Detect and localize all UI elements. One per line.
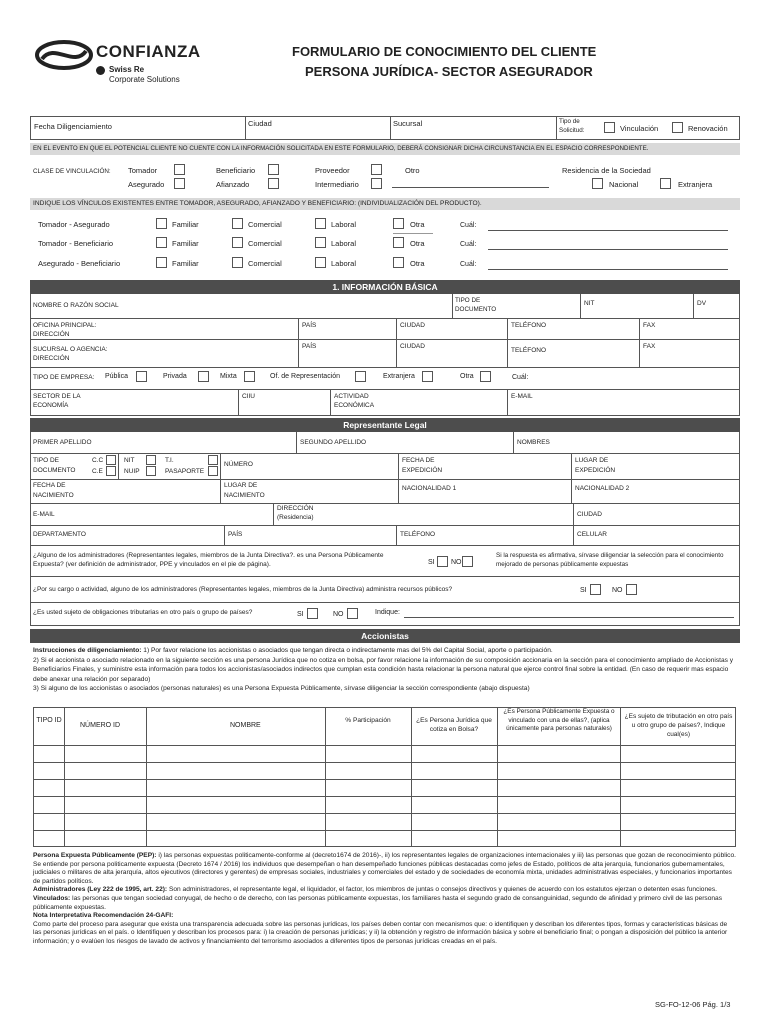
vinculacion-checkbox[interactable] — [604, 122, 615, 133]
asegurado-checkbox[interactable] — [174, 178, 185, 189]
pasaporte-checkbox[interactable] — [208, 466, 218, 476]
extranjera-empresa-label: Extranjera — [383, 373, 415, 380]
familiar-label-3: Familiar — [172, 259, 199, 268]
laboral-label-2: Laboral — [331, 239, 357, 248]
privada-label: Privada — [163, 373, 187, 380]
fecha-nacimiento-label: FECHA DE — [33, 482, 66, 489]
laboral-checkbox-1[interactable] — [315, 218, 326, 229]
direccion-residencia-label: DIRECCIÓN — [277, 505, 314, 512]
tributacion-question: ¿Es usted sujeto de obligaciones tributarias en otro país o grupo de países? — [33, 609, 253, 616]
rl-email-field[interactable]: E-MAIL — [33, 511, 55, 518]
lugar-nacimiento-field[interactable]: NACIMIENTO — [224, 492, 265, 499]
sucursal-telefono-field[interactable]: TELÉFONO — [511, 347, 547, 354]
cual-label-3: Cuál: — [460, 261, 477, 268]
pep-no-checkbox[interactable] — [462, 556, 473, 567]
nacionalidad-1-field[interactable]: NACIONALIDAD 1 — [402, 485, 457, 492]
oficina-pais-field[interactable]: PAÍS — [302, 322, 317, 329]
recursos-no-label: NO — [612, 587, 623, 594]
vinculados-definition: las personas que tengan sociedad conyugal, de hecho o de derecho, con las personas públicamente expuestas, los familiares hasta el segundo grado de consanguinidad, segundo de afinidad y primero civil de las personas públicamente expuestas. — [33, 894, 723, 911]
col-numero-id: NÚMERO ID — [80, 722, 121, 729]
col-participacion: % Participación — [345, 717, 391, 724]
ti-checkbox[interactable] — [208, 455, 218, 465]
ce-checkbox[interactable] — [106, 466, 116, 476]
empresa-email-field[interactable]: E-MAIL — [511, 393, 533, 400]
residencia-label: Residencia de la Sociedad — [562, 166, 651, 175]
mixta-label: Mixta — [220, 373, 237, 380]
tipo-solicitud-label: Tipo de Solicitud: — [559, 118, 585, 134]
cual-field-3[interactable] — [488, 269, 728, 270]
oficina-ciudad-field[interactable]: CIUDAD — [400, 322, 425, 329]
proveedor-label: Proveedor — [315, 166, 350, 175]
oficina-principal-label: OFICINA PRINCIPAL: — [33, 322, 97, 329]
cual-label-2: Cuál: — [460, 241, 477, 248]
sucursal-agencia-label: SUCURSAL O AGENCIA: — [33, 346, 108, 353]
lugar-expedicion-label: LUGAR DE — [575, 457, 609, 464]
vinculo-row-2: Tomador - Beneficiario — [38, 239, 114, 248]
laboral-label-1: Laboral — [331, 220, 357, 229]
recursos-no-checkbox[interactable] — [626, 584, 637, 595]
dv-field[interactable]: DV — [697, 300, 707, 307]
comercial-checkbox-3[interactable] — [232, 257, 243, 268]
otra-label-2: Otra — [410, 239, 425, 248]
afianzado-label: Afianzado — [216, 180, 250, 189]
trib-si-label: SI — [297, 611, 304, 618]
pep-question: ¿Alguno de los administradores (Representantes legales, miembros de la Junta Directiva?. es una Persona Públicamente Expuesta? (ver definición de administrador, PPE y vinculados en el pie de página). — [33, 552, 384, 568]
indique-field[interactable] — [404, 617, 734, 618]
razon-social-field[interactable]: NOMBRE O RAZÓN SOCIAL — [33, 302, 119, 309]
rl-documento-label: DOCUMENTO — [33, 467, 76, 474]
oficina-fax-field[interactable]: FAX — [643, 322, 656, 329]
section-accionistas: Accionistas — [30, 629, 740, 643]
familiar-checkbox-1[interactable] — [156, 218, 167, 229]
otra-label-1: Otra — [410, 220, 425, 229]
fecha-label[interactable]: Fecha Diligenciamiento — [34, 122, 112, 131]
swiss-re-icon — [96, 66, 105, 75]
ti-label: T.I. — [165, 457, 174, 464]
lugar-expedicion-field[interactable]: EXPEDICIÓN — [575, 467, 616, 474]
rl-pais-field[interactable]: PAÍS — [228, 531, 243, 538]
trib-no-label: NO — [333, 611, 344, 618]
rl-telefono-field[interactable]: TELÉFONO — [400, 531, 436, 538]
nacional-checkbox[interactable] — [592, 178, 603, 189]
recursos-si-checkbox[interactable] — [590, 584, 601, 595]
actividad-label: ACTIVIDAD — [334, 393, 369, 400]
renovacion-checkbox[interactable] — [672, 122, 683, 133]
col-tributacion: ¿Es sujeto de tributación en otro país u otro grupo de países?, Indique cual(es) — [624, 713, 733, 738]
instruction-2: 2) Si el accionista o asociado relacionado en la siguiente sección es una persona Jurídica que no cotiza en bolsa, por favor relacione la información de su composición accionaria en la sección para el conocimiento ampliado de Accionistas y Beneficiarios Finales, y suministre esta información para todos los accionistas/asociados indirectos que cumplan esta condición hasta relacionar la persona natural que ejerce control final sobre la entidad. (En caso de requerir mas espacio debe anexar una relación por separado) — [33, 656, 734, 683]
oficina-direccion-field[interactable]: DIRECCIÓN — [33, 331, 70, 338]
beneficiario-label: Beneficiario — [216, 166, 256, 175]
nota-gafi-heading: Nota Interpretativa Recomendación 24-GAFI: — [33, 912, 174, 920]
ciudad-label[interactable]: Ciudad — [248, 119, 272, 128]
sucursal-fax-field[interactable]: FAX — [643, 343, 656, 350]
trib-no-checkbox[interactable] — [347, 608, 358, 619]
renovacion-label: Renovación — [688, 124, 728, 133]
extranjera-checkbox[interactable] — [660, 178, 671, 189]
familiar-checkbox-3[interactable] — [156, 257, 167, 268]
nuip-checkbox[interactable] — [146, 466, 156, 476]
pep-definition-heading: Persona Expuesta Públicamente (PEP): — [33, 852, 157, 859]
extranjera-label: Extranjera — [678, 180, 713, 189]
mixta-checkbox[interactable] — [244, 371, 255, 382]
administradores-heading: Administradores (Ley 222 de 1995, art. 22): — [33, 886, 168, 894]
comercial-checkbox-2[interactable] — [232, 237, 243, 248]
trib-si-checkbox[interactable] — [307, 608, 318, 619]
privada-checkbox[interactable] — [198, 371, 209, 382]
intermediario-checkbox[interactable] — [371, 178, 382, 189]
cc-checkbox[interactable] — [106, 455, 116, 465]
col-pep: ¿Es Persona Públicamente Expuesta o vinculado con una de ellas?, (aplica únicamente para personas naturales) — [503, 708, 615, 732]
page-code: SG-FO-12-06 Pág. 1/3 — [655, 1000, 731, 1009]
actividad-economica-field[interactable]: ECONÓMICA — [334, 402, 375, 409]
footnotes — [33, 852, 736, 947]
pep-si-checkbox[interactable] — [437, 556, 448, 567]
nombres-field[interactable]: NOMBRES — [517, 439, 550, 446]
comercial-label-1: Comercial — [248, 220, 282, 229]
otro-label: Otro — [405, 166, 420, 175]
publica-label: Pública — [105, 373, 128, 380]
lugar-nacimiento-label: LUGAR DE — [224, 482, 258, 489]
col-nombre: NOMBRE — [230, 722, 261, 729]
cual-label-1: Cuál: — [460, 222, 477, 229]
instructions-heading: Instrucciones de diligenciamiento: — [33, 647, 142, 654]
pasaporte-label: PASAPORTE — [165, 468, 205, 475]
sector-label: SECTOR DE LA — [33, 393, 81, 400]
cual-empresa-field[interactable]: Cuál: — [512, 374, 529, 381]
asegurado-label: Asegurado — [128, 180, 165, 189]
nit-field[interactable]: NIT — [584, 300, 595, 307]
vinculo-row-3: Asegurado - Beneficiario — [38, 259, 121, 268]
otra-empresa-label: Otra — [460, 373, 474, 380]
otra-checkbox-3[interactable] — [393, 257, 404, 268]
cc-label: C.C — [92, 457, 104, 464]
publica-checkbox[interactable] — [136, 371, 147, 382]
familiar-label-1: Familiar — [172, 220, 199, 229]
nota-gafi-text: Como parte del proceso para asegurar que exista una transparencia adecuada sobre las personas jurídicas, los países deben contar con mecanismos que: o identifiquen y describan los diferentes tipos, formas y características básicas de las personas jurídicas en el país. o Identifiquen y describan los procesos para: i) la creación de personas jurídicas; y ii) la obtención y registro de información básica y sobre el beneficiario final; o pongan a disposición del público la anterior información; y o evalúen los riesgos de lavado de activos y financiamiento del terrorismo asociados a diferentes tipos de personas jurídicas creadas en el país. — [33, 920, 728, 945]
sucursal-direccion-field[interactable]: DIRECCIÓN — [33, 355, 70, 362]
confianza-logo — [34, 36, 224, 92]
segundo-apellido-field[interactable]: SEGUNDO APELLIDO — [300, 439, 367, 446]
extranjera-empresa-checkbox[interactable] — [422, 371, 433, 382]
oficina-telefono-field[interactable]: TELÉFONO — [511, 322, 547, 329]
brand-name: CONFIANZA — [96, 42, 201, 61]
vinculos-header: INDIQUE LOS VÍNCULOS EXISTENTES ENTRE TOMADOR, ASEGURADO, AFIANZADO Y BENEFICIARIO: (INDIVIDUALIZACIÓN DEL PRODUCTO). — [30, 198, 740, 210]
nuip-label: NUIP — [124, 468, 140, 475]
rl-numero-field[interactable]: NÚMERO — [224, 461, 253, 468]
col-cotiza-bolsa: ¿Es Persona Jurídica que cotiza en Bolsa? — [416, 717, 492, 733]
primer-apellido-field[interactable]: PRIMER APELLIDO — [33, 439, 92, 446]
familiar-label-2: Familiar — [172, 239, 199, 248]
tomador-checkbox[interactable] — [174, 164, 185, 175]
otra-empresa-checkbox[interactable] — [480, 371, 491, 382]
ce-label: C.E — [92, 468, 103, 475]
pep-no-label: NO — [451, 559, 462, 566]
of-representacion-checkbox[interactable] — [355, 371, 366, 382]
recursos-si-label: SI — [580, 587, 587, 594]
comercial-label-2: Comercial — [248, 239, 282, 248]
laboral-checkbox-2[interactable] — [315, 237, 326, 248]
vinculacion-label: Vinculación — [620, 124, 659, 133]
section-representante-legal: Representante Legal — [30, 418, 740, 432]
comercial-checkbox-1[interactable] — [232, 218, 243, 229]
form-title-line2: PERSONA JURÍDICA- SECTOR ASEGURADOR — [305, 64, 593, 79]
sucursal-pais-field[interactable]: PAÍS — [302, 343, 317, 350]
clase-vinculacion-label: CLASE DE VINCULACIÓN: — [33, 168, 111, 175]
indique-label: Indique: — [375, 609, 400, 616]
confianza-logo-icon — [34, 38, 94, 72]
tipo-documento-field[interactable]: TIPO DE DOCUMENTO — [455, 297, 497, 313]
partner-subtitle: Corporate Solutions — [109, 75, 180, 84]
sucursal-ciudad-field[interactable]: CIUDAD — [400, 343, 425, 350]
fecha-expedicion-field[interactable]: EXPEDICIÓN — [402, 467, 443, 474]
direccion-residencia-field[interactable]: (Residencia) — [277, 514, 314, 521]
afianzado-checkbox[interactable] — [268, 178, 279, 189]
nacionalidad-2-field[interactable]: NACIONALIDAD 2 — [575, 485, 630, 492]
rl-celular-field[interactable]: CELULAR — [577, 531, 607, 538]
otra-checkbox-2[interactable] — [393, 237, 404, 248]
laboral-label-3: Laboral — [331, 259, 357, 268]
notice-bar: EN EL EVENTO EN QUE EL POTENCIAL CLIENTE NO CUENTE CON LA INFORMACIÓN SOLICITADA EN ESTE FORMULARIO, DEBERÁ CONSIGNAR DICHA CIRCUNSTANCIA EN EL ESPACIO CORRESPONDIENTE. — [30, 143, 740, 155]
departamento-field[interactable]: DEPARTAMENTO — [33, 531, 86, 538]
familiar-checkbox-2[interactable] — [156, 237, 167, 248]
otra-label-3: Otra — [410, 259, 425, 268]
intermediario-label: Intermediario — [315, 180, 359, 189]
rl-nit-checkbox[interactable] — [146, 455, 156, 465]
fecha-nacimiento-field[interactable]: NACIMIENTO — [33, 492, 74, 499]
sucursal-label[interactable]: Sucursal — [393, 119, 423, 128]
tipo-empresa-label: TIPO DE EMPRESA: — [33, 374, 95, 381]
partner-name: Swiss Re — [109, 65, 145, 74]
administradores-definition: Son administradores, el representante legal, el liquidador, el factor, los miembros de juntas o consejos directivos y quienes de acuerdo con los estatutos ejerzan o detenten esas funciones. — [167, 886, 717, 894]
comercial-label-3: Comercial — [248, 259, 282, 268]
pep-note: Si la respuesta es afirmativa, sírvase diligenciar la selección para el conocimiento mejorado de personas públicamente expuestas — [496, 552, 724, 568]
form-title-line1: FORMULARIO DE CONOCIMIENTO DEL CLIENTE — [292, 44, 597, 59]
proveedor-checkbox[interactable] — [371, 164, 382, 175]
rl-nit-label: NIT — [124, 457, 135, 464]
laboral-checkbox-3[interactable] — [315, 257, 326, 268]
col-tipo-id: TIPO ID — [36, 717, 62, 724]
nacional-label: Nacional — [609, 180, 639, 189]
cual-field-1[interactable] — [488, 230, 728, 231]
pep-definition: i) las personas expuestas politicamente-conforme al (decreto1674 de 2016)-, ii) los representantes legales de organizaciones internacionales y iii) las personas que gozan de reconocimiento público. Se entiende por persona politicamente expuesta (Decreto 1674 / 2016) los individuos que desempeñan o han desempeñado funciones públicas destacadas como jefes de Estado, políticos de alta jerarquía, funcionarios gubernamentales, judiciales o militares de alta jerarquía, altos ejecutivos (directores y gerentes) de empresas sociales, industriales y comerciales del estado y de sociedades de economía mixta, unidades administrativas especiales, y funcionarios importantes de partidos políticos. — [33, 852, 736, 885]
instruction-3: 3) Si alguno de los accionistas o asociados (personas naturales) es una Persona Expuesta Públicamente, sírvase diligenciar la sección correspondiente (abajo dispuesta) — [33, 685, 530, 692]
vinculo-row-1: Tomador - Asegurado — [38, 220, 110, 229]
of-representacion-label: Of. de Representación — [270, 373, 341, 380]
vinculados-heading: Vinculados: — [33, 894, 71, 902]
cual-field-2[interactable] — [488, 249, 728, 250]
pep-si-label: SI — [428, 559, 435, 566]
recursos-publicos-question: ¿Por su cargo o actividad, alguno de los administradores (Representantes legales, miembros de la Junta Directiva) administra recursos públicos? — [33, 586, 453, 593]
otro-field[interactable] — [392, 187, 549, 188]
otra-checkbox-1[interactable] — [393, 218, 404, 229]
instruction-1: 1) Por favor relacione los accionistas o asociados que tengan directa o indirectamente mas del 5% del Capital Social, aporte o participación. — [141, 647, 553, 654]
rl-tipo-label: TIPO DE — [33, 457, 60, 464]
accionistas-instructions — [33, 646, 735, 694]
sector-economia-field[interactable]: ECONOMÍA — [33, 402, 69, 409]
ciiu-field[interactable]: CIIU — [242, 393, 255, 400]
rl-ciudad-field[interactable]: CIUDAD — [577, 511, 602, 518]
section-informacion-basica: 1. INFORMACIÓN BÁSICA — [30, 280, 740, 294]
beneficiario-checkbox[interactable] — [268, 164, 279, 175]
fecha-expedicion-label: FECHA DE — [402, 457, 435, 464]
tomador-label: Tomador — [128, 166, 158, 175]
